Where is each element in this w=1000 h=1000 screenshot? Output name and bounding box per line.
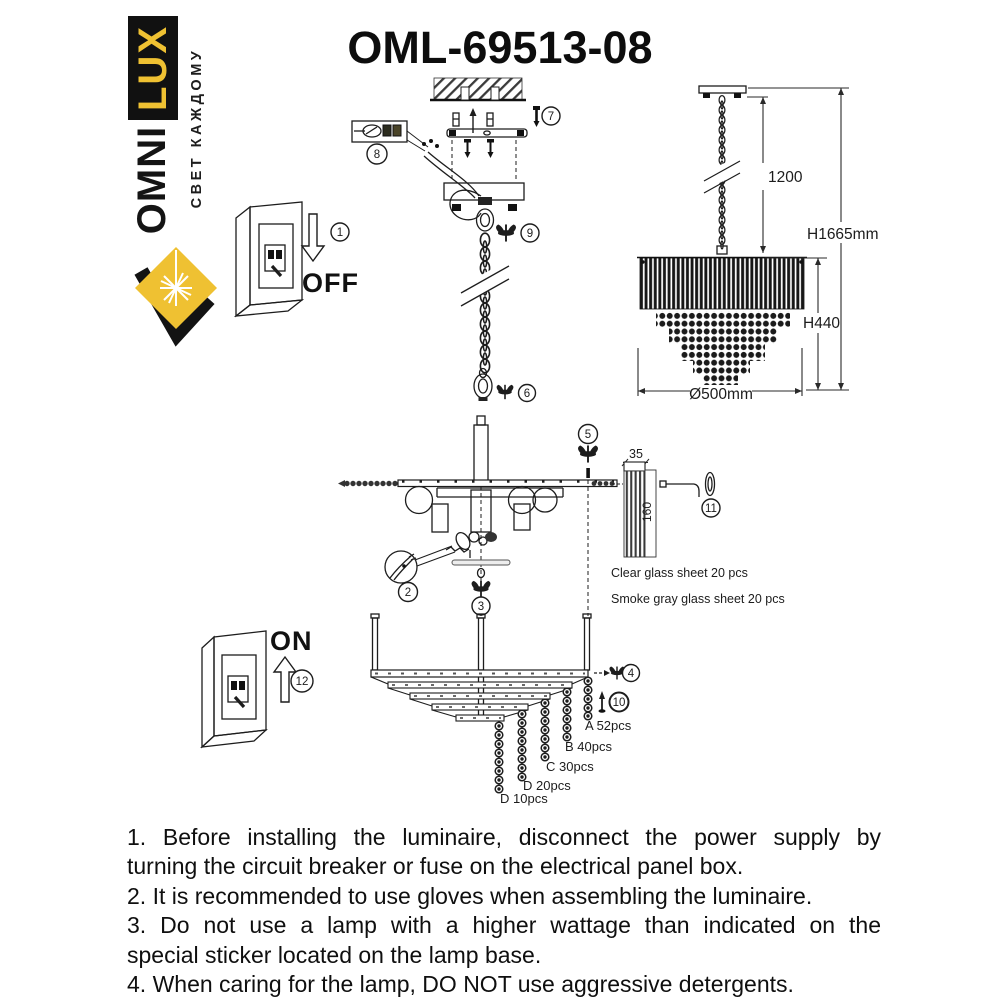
dim-sheet-height: 160 — [640, 501, 654, 523]
tier-assembly-diagram — [371, 614, 640, 806]
callout-2 — [399, 583, 418, 602]
arrow-down-icon — [302, 214, 324, 261]
ceiling-hatch — [434, 78, 522, 100]
mounting-bar — [447, 129, 527, 137]
svg-text:1: 1 — [336, 227, 344, 239]
callout-8 — [367, 144, 387, 164]
bulbs-and-sockets — [406, 486, 564, 616]
bar-screws — [464, 139, 494, 158]
on-label: ON — [270, 626, 313, 656]
instruction-line: 1. Before installing the luminaire, disconnect the power supply by — [127, 824, 881, 850]
brand-logo — [128, 16, 217, 334]
dim-overall-height: H1665mm — [807, 226, 879, 243]
svg-text:11: 11 — [705, 503, 717, 515]
glass-sheet-detail — [611, 447, 785, 606]
dim-sheet-width: 35 — [629, 447, 643, 461]
canopy — [444, 183, 524, 231]
callout-1 — [331, 223, 349, 241]
wire-connector-inset — [352, 121, 428, 151]
off-label: OFF — [302, 268, 359, 298]
power-off-diagram — [236, 202, 359, 316]
logo-tagline: СВЕТ КАЖДОМУ — [189, 47, 205, 209]
center-column — [466, 416, 496, 481]
dim-chain-length: 1200 — [768, 169, 803, 186]
bottom-rod — [452, 560, 510, 565]
strand-a-label: A 52pcs — [585, 718, 632, 733]
clear-sheet-label: Clear glass sheet 20 pcs — [611, 566, 748, 580]
strand-b-label: B 40pcs — [565, 739, 612, 754]
strand-c-label: C 30pcs — [546, 759, 594, 774]
callout-7 — [542, 107, 560, 125]
svg-text:6: 6 — [523, 388, 531, 400]
callout-4 — [594, 665, 640, 682]
chandelier-silhouette — [637, 258, 807, 386]
circuit-breaker-off-icon — [236, 202, 302, 316]
svg-text:10: 10 — [612, 697, 626, 709]
callout-12 — [291, 670, 313, 692]
logo-omni-text: OMNI — [130, 125, 174, 235]
screw-icon — [533, 106, 540, 127]
product-title: OML-69513-08 — [347, 22, 653, 73]
circuit-breaker-on-icon — [202, 631, 266, 747]
canopy-wires — [422, 139, 481, 220]
callout-6 — [497, 385, 536, 402]
strand-d10-label: D 10pcs — [500, 791, 548, 806]
instruction-line: 3. Do not use a lamp with a higher wattage than indicated on the — [127, 912, 881, 939]
dimension-chain — [699, 96, 746, 254]
svg-text:2: 2 — [404, 587, 412, 599]
svg-text:8: 8 — [373, 149, 381, 161]
dim-diameter: Ø500mm — [689, 386, 753, 403]
callout-5 — [578, 425, 598, 617]
ring-plate — [338, 480, 617, 487]
callout-3 — [472, 597, 490, 615]
instruction-line: 4. When caring for the lamp, DO NOT use aggressive detergents. — [127, 971, 794, 998]
svg-text:4: 4 — [627, 668, 635, 680]
frame-assembly-diagram — [338, 416, 617, 616]
callout-10 — [599, 691, 629, 713]
hanging-chain — [457, 233, 513, 401]
svg-text:9: 9 — [526, 228, 534, 240]
support-rods — [371, 614, 591, 670]
svg-text:3: 3 — [477, 601, 485, 613]
callout-11 — [702, 499, 720, 517]
svg-text:7: 7 — [547, 111, 555, 123]
sunburst-diamond-icon — [135, 247, 217, 334]
tier-plates — [371, 670, 588, 721]
dim-diameter-group — [689, 385, 753, 403]
smoke-sheet-label: Smoke gray glass sheet 20 pcs — [611, 592, 785, 606]
ceiling-mounting-diagram — [352, 78, 560, 402]
logo-lux-text: LUX — [131, 25, 175, 111]
callout-9 — [496, 224, 539, 242]
instruction-line: special sticker located on the lamp base. — [127, 941, 542, 968]
strand-d20-label: D 20pcs — [523, 778, 571, 793]
instruction-line: 2. It is recommended to use gloves when assembling the luminaire. — [127, 882, 813, 909]
dim-body-height: H440 — [803, 315, 841, 332]
svg-text:12: 12 — [295, 676, 309, 688]
power-on-diagram — [202, 626, 313, 747]
hanging-dimensions-diagram — [637, 86, 879, 403]
pliers-icon — [385, 551, 417, 583]
instruction-line: turning the circuit breaker or fuse on the electrical panel box. — [127, 853, 744, 880]
svg-text:5: 5 — [584, 429, 592, 441]
instructions — [127, 823, 881, 999]
